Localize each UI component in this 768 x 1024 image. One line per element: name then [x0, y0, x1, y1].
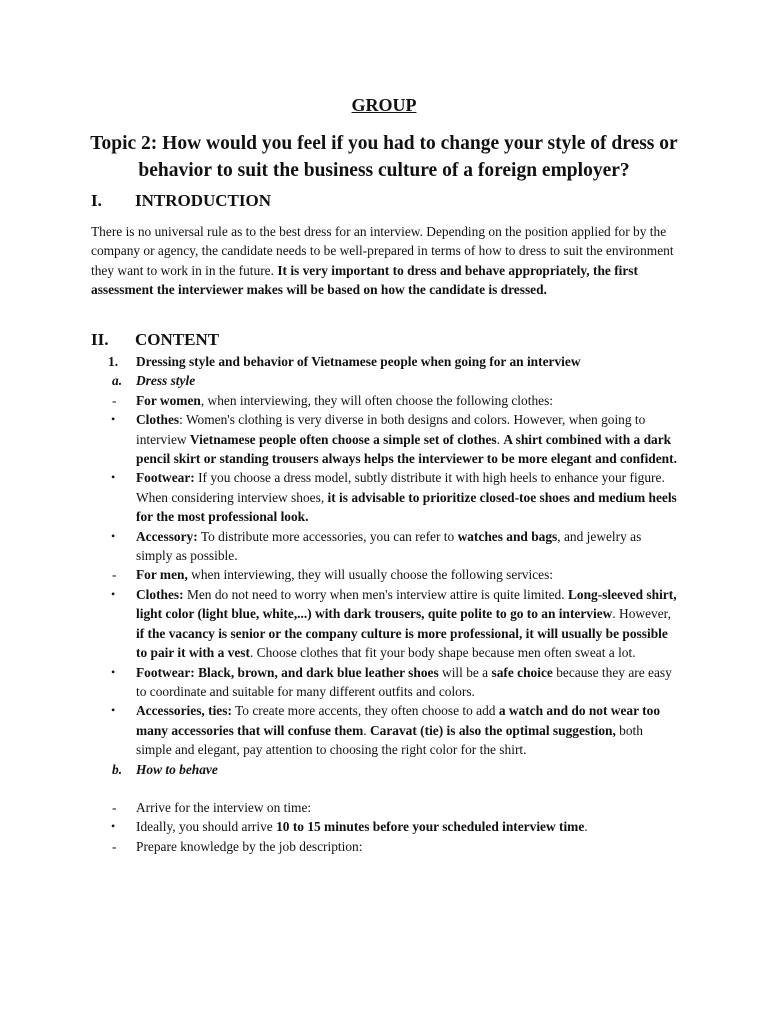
item-text: To distribute more accessories, you can refer to — [197, 528, 458, 544]
list-marker: • — [111, 664, 116, 679]
list-marker: • — [111, 586, 116, 601]
item-lead: Clothes — [136, 412, 180, 428]
item-text: If you choose a dress model, subtly distribute it with high heels to enhance your figure. When considering interview shoes, — [136, 470, 665, 505]
dash-item-arrive — [91, 798, 681, 817]
item-bold-text: it is advisable to prioritize closed-toe shoes and medium heels for the most professional look. — [136, 489, 677, 525]
bullet-item-women-clothes — [91, 410, 681, 468]
bullet-item-men-footwear — [91, 663, 681, 702]
item-text: . Choose clothes that fit your body shape because men often sweat a lot. — [249, 645, 636, 661]
section-heading-introduction — [91, 191, 391, 213]
item-lead: Accessory: — [136, 528, 198, 544]
item-text: . — [584, 819, 588, 835]
item-text: will be a — [438, 664, 492, 680]
intro-text: There is no universal rule as to the best dress for an interview. Depending on the position applied for by the company or agency, the candidate needs to be well-prepared in terms of how to dress to suit the environment they want to work in in the future. — [91, 224, 674, 278]
subheading: Dressing style and behavior of Vietnamese people when going for an interview — [136, 354, 581, 369]
list-marker: - — [112, 567, 117, 583]
intro-bold-text: It is very important to dress and behave appropriately, the first assessment the interviewer makes will be based on how the candidate is dressed. — [91, 262, 638, 298]
item-bold-text: safe choice — [491, 664, 553, 680]
bullet-item-men-accessories — [91, 701, 681, 759]
list-marker: • — [111, 412, 116, 427]
item-text: Prepare knowledge by the job description: — [136, 838, 363, 854]
item-bold-text: 10 to 15 minutes before your scheduled interview time — [276, 819, 585, 835]
item-text: both simple and elegant, pay attention to choosing the right color for the shirt. — [136, 722, 643, 758]
item-bold-text: A shirt combined with a dark pencil skirt or standing trousers always helps the interviewer to be more elegant and confident. — [136, 431, 677, 467]
item-bold-text: Vietnamese people often choose a simple set of clothes — [189, 431, 497, 447]
item-lead: Footwear: Black, brown, and dark blue leather shoes — [136, 664, 439, 680]
content-body — [91, 352, 681, 856]
subheading: Dress style — [136, 373, 196, 389]
item-text: , when interviewing, they will often choose the following clothes: — [200, 392, 554, 408]
item-text: : Women's clothing is very diverse in both designs and colors. However, when going to interview — [136, 412, 646, 447]
list-marker: - — [112, 392, 117, 408]
list-marker: a. — [112, 373, 123, 389]
bullet-item-arrive-detail — [91, 817, 681, 836]
item-text: Ideally, you should arrive — [136, 819, 277, 835]
dash-item-prepare — [91, 837, 681, 856]
section-title: INTRODUCTION — [135, 191, 272, 210]
bullet-item-women-accessory — [91, 527, 681, 566]
section-number: II. — [91, 330, 109, 349]
blank-line — [91, 779, 681, 798]
item-text: Arrive for the interview on time: — [136, 799, 312, 815]
list-marker: - — [112, 799, 117, 815]
list-marker: 1. — [108, 354, 119, 369]
list-marker: • — [111, 703, 116, 718]
item-text: , and jewelry as simply as possible. — [136, 528, 642, 564]
list-marker: • — [111, 528, 116, 543]
numbered-item-1 — [91, 352, 681, 371]
section-title: CONTENT — [135, 330, 220, 349]
item-text: when interviewing, they will usually choose the following services: — [187, 567, 554, 583]
section-number: I. — [91, 191, 102, 210]
list-marker: b. — [112, 761, 123, 777]
item-text: To create more accents, they often choose to add — [231, 703, 499, 719]
subheading: How to behave — [136, 761, 218, 777]
introduction-paragraph — [91, 222, 681, 300]
item-lead: Clothes: — [136, 586, 184, 602]
section-heading-content — [91, 330, 391, 352]
bullet-item-men-clothes — [91, 585, 681, 663]
item-text: . — [363, 722, 370, 738]
item-text: . — [496, 431, 504, 447]
dash-item-women — [91, 391, 681, 410]
item-bold-text: watches and bags — [457, 528, 558, 544]
lettered-item-b — [91, 760, 681, 779]
item-bold-text: a watch and do not wear too many accessories that will confuse them — [136, 703, 661, 738]
list-marker: • — [111, 470, 116, 485]
topic-title: Topic 2: How would you feel if you had to change your style of dress or behavior to suit the business culture of a foreign employer? — [90, 133, 678, 181]
item-lead: Footwear: — [136, 470, 195, 486]
item-lead: For women — [136, 392, 201, 408]
item-bold-text: Long-sleeved shirt, light color (light blue, white,...) with dark trousers, quite polite to go to an interview — [136, 586, 677, 622]
item-text: . However, — [612, 606, 671, 622]
item-text: because they are easy to coordinate and suitable for many different outfits and colors. — [136, 664, 672, 699]
bullet-item-women-footwear — [91, 468, 681, 526]
item-lead: Accessories, ties: — [136, 703, 232, 719]
lettered-item-a — [91, 371, 681, 390]
dash-item-men — [91, 565, 681, 584]
item-lead: For men, — [136, 567, 188, 583]
item-bold-text: if the vacancy is senior or the company culture is more professional, it will usually be possible to pair it with a vest — [136, 625, 668, 661]
list-marker: • — [111, 819, 116, 834]
group-title: GROUP — [351, 95, 417, 115]
list-marker: - — [112, 838, 117, 854]
item-text: Men do not need to worry when men's interview attire is quite limited. — [183, 586, 568, 602]
item-bold-text: Caravat (tie) is also the optimal suggestion, — [369, 722, 616, 738]
